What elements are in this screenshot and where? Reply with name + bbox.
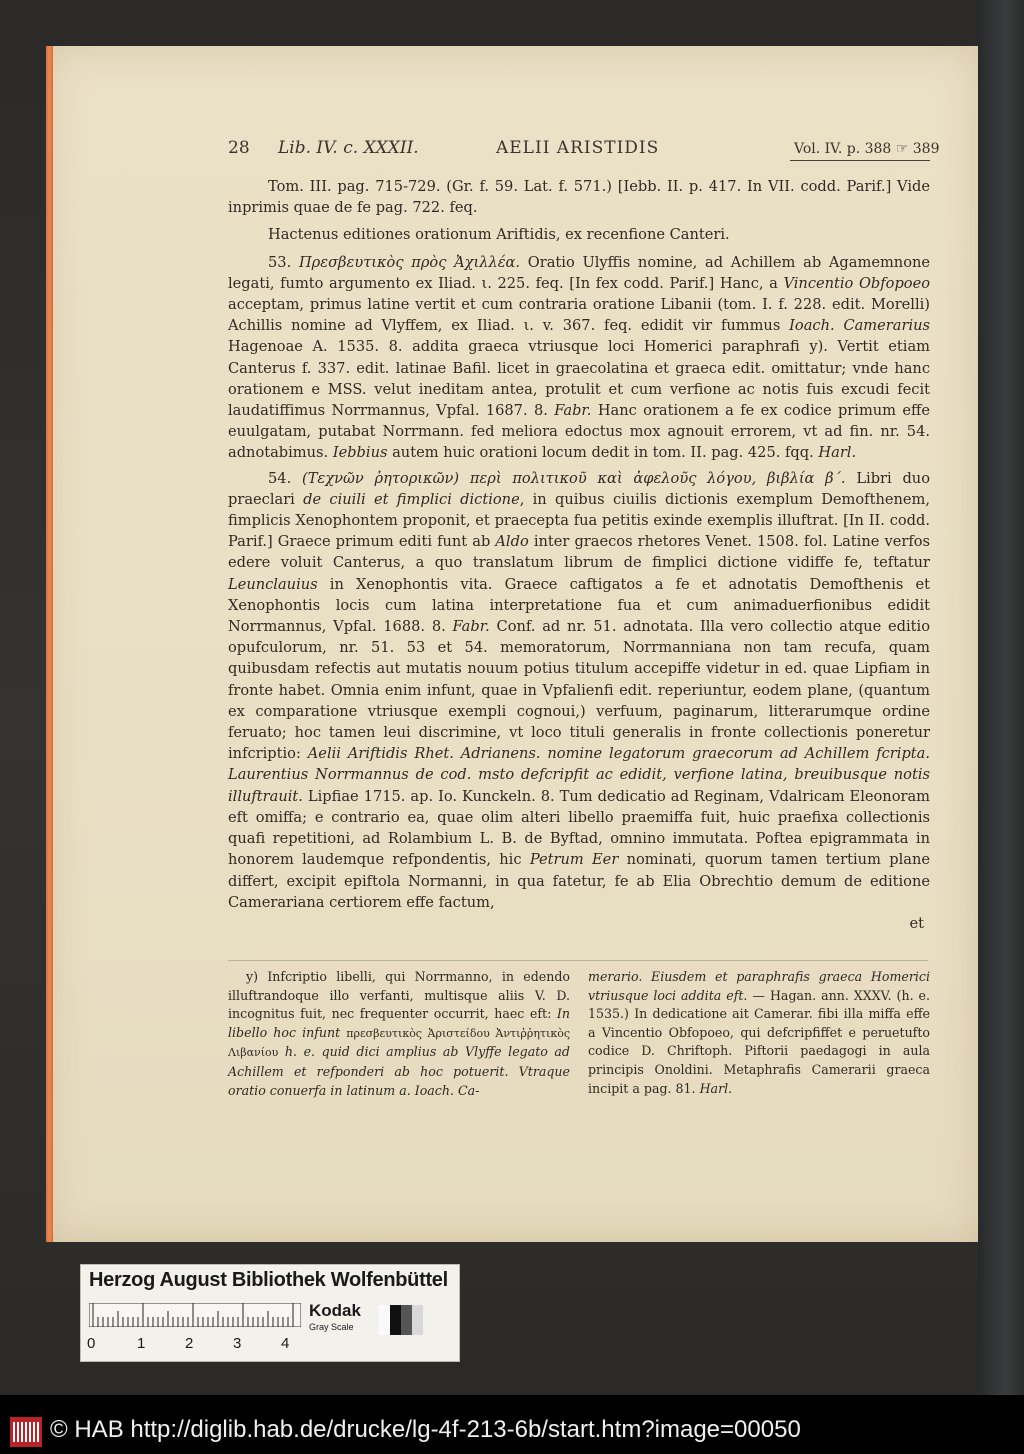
greek-title-53: Πρεσβευτικὸς πρὸς Ἀχιλλέα.: [298, 253, 521, 271]
p53-harl: Harl.: [818, 444, 857, 462]
p54-text-b: , in quibus ciuilis dictionis exemplum Demofthenem, fimplicis Xenophontem proponit, et praecepta fua petitis exinde exemplis illuftrat. [In II. codd. Parif.] Graece primum editi funt ab: [228, 490, 930, 551]
p53-fabr: Fabr.: [554, 402, 592, 420]
footnote-y-text: y) Infcriptio libelli, qui Norrmanno, in edendo illuftrandoque illo verfanti, multisque aliis V. D. incognitus fuit, nec frequenter occurrit, haec eft:: [228, 969, 570, 1022]
facing-page-edge: [978, 0, 1024, 1395]
paragraph-54: [228, 468, 930, 913]
footnote-right-text: [588, 968, 930, 1098]
gray-scale-patches: [379, 1305, 423, 1335]
entry-number-54: 54.: [268, 469, 292, 487]
scale-number-0: 0: [87, 1335, 96, 1352]
p54-text-c: inter graecos rhetores Venet. 1508. fol. Latine verfos edere voluit Canterus, a quo translatum librum de fimplici dictione vidiffe fe, teftatur: [228, 533, 931, 572]
paragraph-53: [228, 252, 930, 464]
kodak-logo: Kodak: [309, 1301, 361, 1320]
greek-title-54: (Τεχνῶν ῥητορικῶν) περὶ πολιτικοῦ καὶ ἀφελοῦς λόγου, βιβλία β΄.: [302, 469, 846, 487]
paragraph-1: Tom. III. pag. 715-729. (Gr. f. 59. Lat. f. 571.) [Iebb. II. p. 417. In VII. codd. Parif.] Vide inprimis quae de fe pag. 722. feq.: [228, 178, 930, 217]
footnote-right-column: [588, 968, 930, 1098]
paragraph-2: Hactenus editiones orationum Ariftidis, ex recenfione Canteri.: [268, 226, 730, 244]
p53-text-d: Hanc orationem a fe ex codice primum effe euulgatam, putabat Norrmann. fed meliora edoctus mox agnouit errorem, vt ad fin. nr. 54. adnotabimus.: [228, 402, 931, 462]
p53-name-2: Ioach. Camerarius: [789, 317, 930, 335]
p54-text-g: nominati, quorum tamen tertium plane differt, excipit epiftola Normanni, in qua fatetur, fe ab Elia Obrechtio demum de editione Camerariana certiorem effe factum,: [228, 851, 930, 911]
p53-text-a: Oratio Ulyffis nomine, ad Achillem ab Agamemnone legati, fumto argumento ex Iliad. ι. 225. feq. [In fex codd. Parif.] Hanc, a: [228, 253, 931, 292]
running-title: AELII ARISTIDIS: [496, 138, 660, 158]
scale-number-2: 2: [185, 1335, 194, 1352]
p53-text-e: autem huic orationi locum dedit in tom. II. pag. 425. fqq.: [392, 444, 814, 462]
footnote-italic-3: merario. Eiusdem et paraphrafis graeca Homerici vtriusque loci addita eft.: [588, 969, 930, 1003]
p54-text-e: Conf. ad nr. 51. adnotata. Illa vero collectio atque editio opufculorum, nr. 51. 53 et 54. memoratorum, Norrmanniana non tam recufa, quam quibusdam refectis aut mutatis nouum potius titulum accepiffe videtur in ed. quae Lipfiam in fronte habet. Omnia enim infunt, quae in Vpfalienfi edit. reperiuntur, eodem plane, (quantum ex comparatione vtriusque exempli cognoui,) verfuum, paginarum, litterarumque ordine feruato; hoc tamen leui discrimine, vt loco tituli generalis in fronte collectionis poneretur infcriptio:: [228, 618, 930, 763]
footnote-left-text: [228, 968, 570, 1100]
p54-text-d: in Xenophontis vita. Graece caftigatos a fe et adnotatis Demofthenis et Xenophontis locis cum latina interpretatione fua et cum animaduerfionibus edidit Norrmannus, Vpfal. 1688. 8.: [228, 575, 930, 636]
p54-italic-1: de ciuili et fimplici dictione: [303, 490, 520, 508]
p53-name-1: Vincentio Obfopoeo: [783, 274, 931, 292]
library-name: Herzog August Bibliothek Wolfenbüttel: [89, 1269, 448, 1291]
p54-fabr: Fabr.: [452, 618, 490, 636]
header-underline: [790, 160, 930, 161]
entry-number-53: 53.: [268, 253, 292, 271]
gray-scale-label: Gray Scale: [309, 1322, 354, 1332]
footnote-italic-1: In libello hoc infunt: [228, 1006, 570, 1040]
p54-aldo: Aldo: [495, 533, 529, 551]
body-text-top: [228, 176, 930, 934]
page-number: 28: [228, 138, 250, 158]
hab-logo-icon: [10, 1417, 42, 1447]
p54-text-f: Lipfiae 1715. ap. Io. Kunckeln. 8. Tum dedicatio ad Reginam, Vdalricam Eleonoram eft omiffa; e contrario ea, quae olim alteri libello praemiffa fuit, huic praefixa collectionis quafi repetitioni, ad Rolambium L. B. de Byftad, omnino immutata. Poftea epigrammata in honorem laudemque refpondentis, hic: [228, 787, 930, 869]
footnote-left-column: [228, 968, 570, 1100]
p54-text-a: Libri duo praeclari: [228, 469, 930, 508]
section-reference: Lib. IV. c. XXXII.: [278, 138, 419, 158]
scale-number-4: 4: [281, 1335, 290, 1352]
p54-italic-2: Aelii Ariftidis Rhet. Adrianens. nomine legatorum graecorum ad Achillem fcripta. Laurentius Norrmannus de cod. msto defcripfit ac edidit, verfione latina, breuibusque notis illuftrauit.: [228, 745, 930, 805]
p53-iebb: Iebbius: [332, 444, 388, 462]
footnote-greek: πρεσβευτικὸς Ἀριστείδου Ἀντιῤῥητικὸς Λιβανίου: [228, 1026, 570, 1060]
volume-reference: Vol. IV. p. 388 ☞ 389: [794, 141, 940, 157]
footnote-italic-2: h. e. quid dici amplius ab Vlyffe legato ad Achillem et refponderi ab hoc potuerit. Vtraque oratio conuerfa in latinum a. Ioach. Ca-: [228, 1044, 570, 1098]
p54-petrum: Petrum Eer: [529, 851, 619, 869]
scale-number-3: 3: [233, 1335, 242, 1352]
copyright-url[interactable]: © HAB http://diglib.hab.de/drucke/lg-4f-213-6b/start.htm?image=00050: [50, 1416, 801, 1443]
footnote-harl: Harl.: [699, 1080, 733, 1096]
footnote-separator: [228, 960, 928, 961]
page-edge-color: [46, 46, 53, 1242]
kodak-color-card: [80, 1264, 460, 1362]
p53-text-c: Hagenoae A. 1535. 8. addita graeca vtriusque loci Homerici paraphrafi y). Vertit etiam Canterus f. 337. edit. latinae Bafil. licet in graecolatina et graeca edit. omittatur; vnde hanc orationem e MSS. velut ineditam antea, protulit et cum verfione ac notis fuis excudi fecit laudatiffimus Norrmannus, Vpfal. 1687. 8.: [228, 338, 930, 420]
scale-number-1: 1: [137, 1335, 146, 1352]
ruler-scale: [89, 1303, 301, 1327]
p54-leunclauius: Leunclauius: [228, 575, 318, 593]
p53-text-b: acceptam, primus latine vertit et cum contraria oratione Libanii (tom. I. f. 228. edit. Morelli) Achillis nomine ad Vlyffem, ex Iliad. ι. v. 367. feq. edidit vir fummus: [228, 296, 930, 335]
catchword: et: [909, 914, 924, 932]
footnote-right-body: — Hagan. ann. XXXV. (h. e. 1535.) In dedicatione ait Camerar. fibi illa miffa effe a Vincentio Obfopoeo, qui defcripfiffet e peruetufto codice D. Chriftoph. Piftorii paedagogi in aula principis Onoldini. Metaphrafis Camerarii graeca incipit a pag. 81.: [588, 987, 930, 1096]
